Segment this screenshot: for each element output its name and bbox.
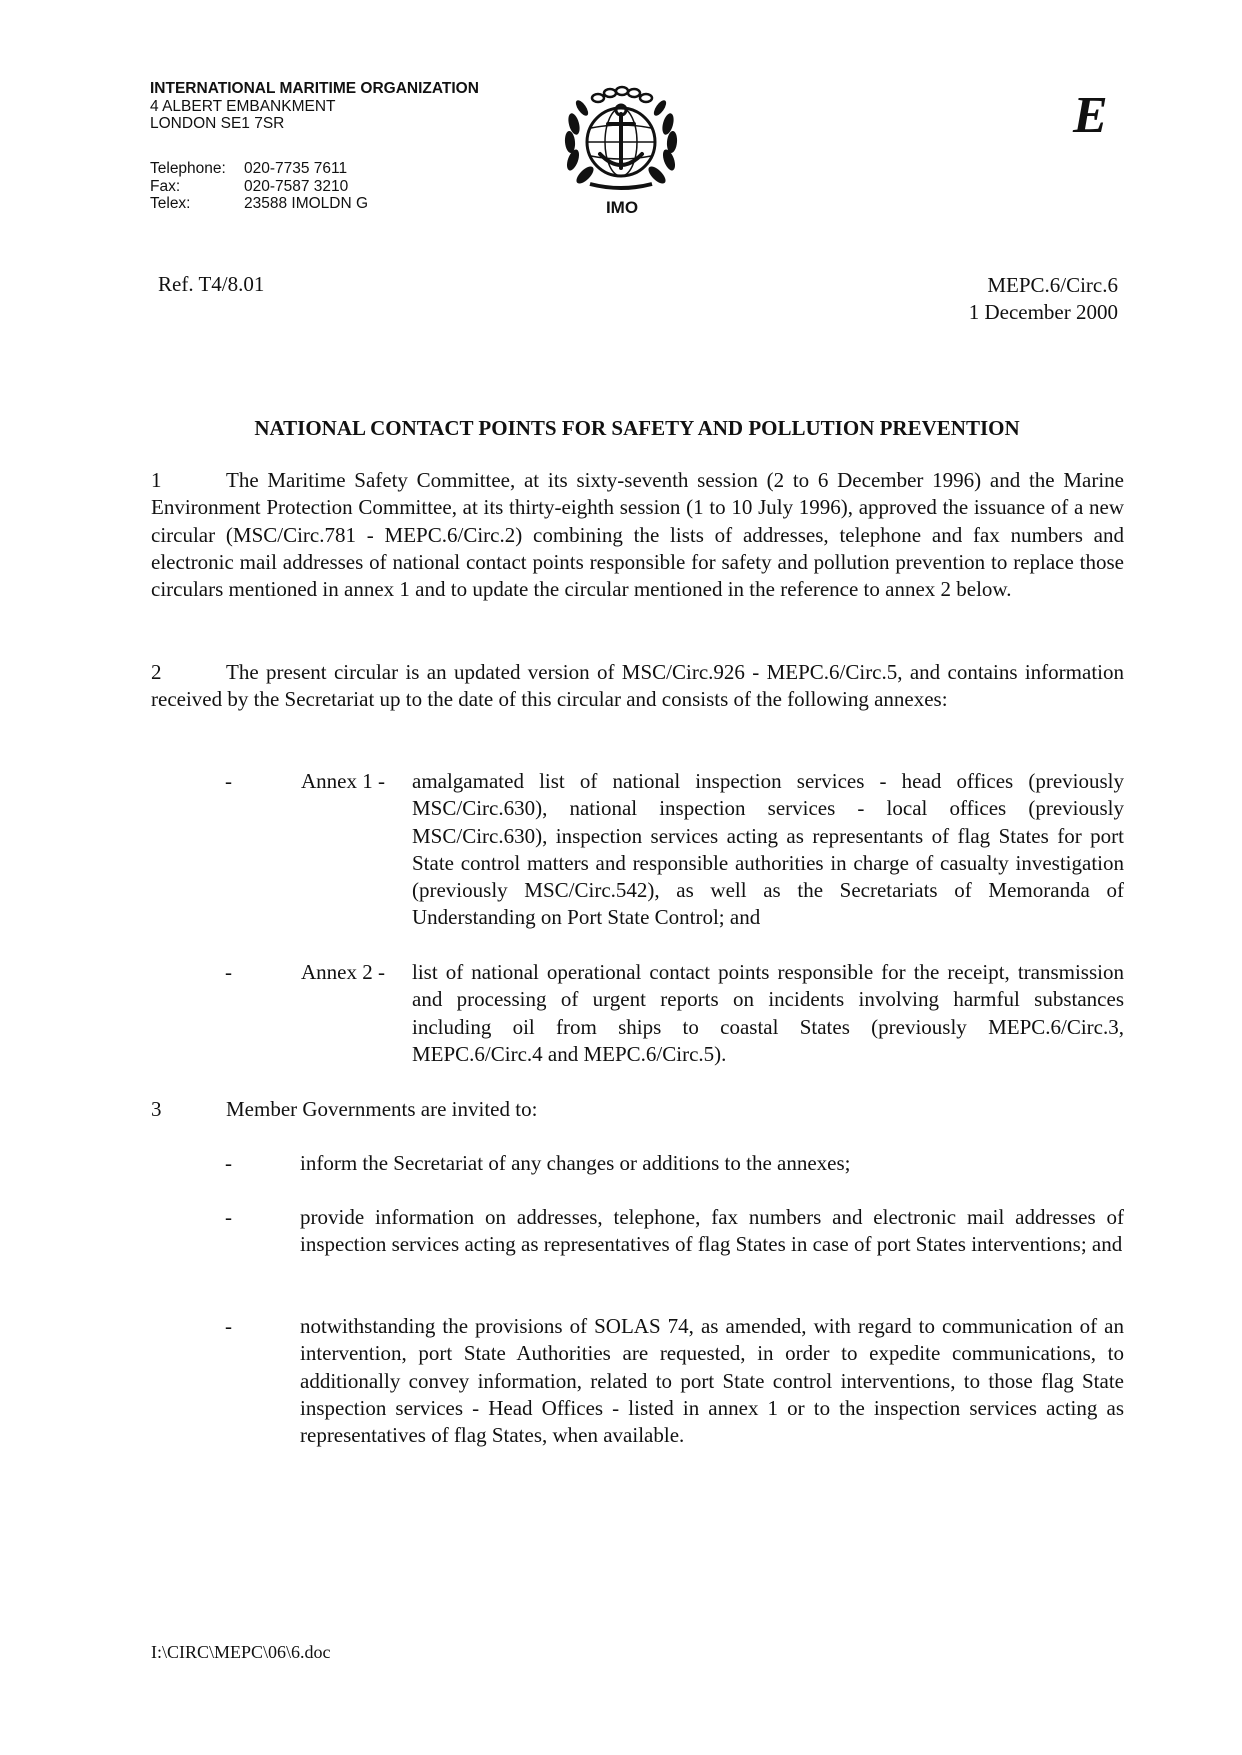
invitation-text: inform the Secretariat of any changes or additions to the annexes; (300, 1151, 851, 1175)
reference-number: Ref. T4/8.01 (158, 272, 265, 296)
paragraph-3 (151, 1096, 1124, 1123)
paragraph-number: 2 (151, 660, 162, 684)
annex-label: Annex 1 - (301, 769, 385, 793)
list-dash: - (225, 1205, 232, 1229)
invitation-item-3 (225, 1313, 1124, 1449)
contact-value: 020-7735 7611 (244, 160, 348, 177)
annex-item-1 (225, 768, 1124, 932)
logo-caption: IMO (605, 198, 639, 217)
invitation-item-2 (225, 1204, 1124, 1259)
paragraph-text: Member Governments are invited to: (226, 1097, 538, 1121)
contact-value: 020-7587 3210 (244, 177, 349, 195)
contact-row-fax (150, 178, 368, 196)
paragraph-number: 1 (151, 468, 162, 492)
annex-text: amalgamated list of national inspection services - head offices (previously MSC/Circ.630), national inspection services - local offices (previously MSC/Circ.630), inspection services acting as representants of flag States for port State control matters and responsible authorities in charge of casualty investigation (previously MSC/Circ.542), as well as the Secretariats of Memoranda of Understanding on Port State Control; and (412, 769, 1124, 930)
invitation-item-1 (225, 1150, 1124, 1177)
contact-label: Telephone: (150, 160, 226, 177)
paragraph-text: The Maritime Safety Committee, at its sixty-seventh session (2 to 6 December 1996) and the Marine Environment Protection Committee, at its thirty-eighth session (1 to 10 July 1996), approved the issuance of a new circular (MSC/Circ.781 - MEPC.6/Circ.2) combining the lists of addresses, telephone and fax numbers and electronic mail addresses of national contact points responsible for safety and pollution prevention to replace those circulars mentioned in annex 1 and to update the circular mentioned in the reference to annex 2 below. (151, 468, 1124, 602)
list-dash: - (225, 1151, 232, 1175)
organization-address (150, 80, 479, 133)
address-line: 4 ALBERT EMBANKMENT (150, 97, 336, 115)
annex-item-2 (225, 959, 1124, 1068)
document-title: NATIONAL CONTACT POINTS FOR SAFETY AND POLLUTION PREVENTION (254, 416, 1020, 440)
imo-emblem-icon (560, 84, 682, 194)
contact-label: Telex: (150, 195, 191, 212)
language-indicator: E (1073, 87, 1108, 144)
annex-text: list of national operational contact points responsible for the receipt, transmission and processing of urgent reports on incidents involving harmful substances including oil from ships to coastal States (previously MEPC.6/Circ.3, MEPC.6/Circ.4 and MEPC.6/Circ.5). (412, 960, 1124, 1066)
annex-label: Annex 2 - (301, 960, 385, 984)
paragraph-2 (151, 659, 1124, 714)
paragraph-1 (151, 467, 1124, 603)
contact-row-telex (150, 195, 368, 213)
document-date: 1 December 2000 (968, 300, 1118, 324)
paragraph-number: 3 (151, 1097, 162, 1121)
document-symbol: MEPC.6/Circ.6 (987, 273, 1118, 297)
list-dash: - (225, 960, 232, 984)
paragraph-text: The present circular is an updated version of MSC/Circ.926 - MEPC.6/Circ.5, and contains information received by the Secretariat up to the date of this circular and consists of the following annexes: (151, 660, 1124, 712)
organization-name: INTERNATIONAL MARITIME ORGANIZATION (150, 80, 479, 97)
invitation-text: notwithstanding the provisions of SOLAS 74, as amended, with regard to communication of an intervention, port State Authorities are requested, in order to expedite communications, to additionally convey information, related to port State control interventions, to those flag State inspection services - Head Offices - listed in annex 1 or to the inspection services acting as representatives of flag States, when available. (300, 1314, 1124, 1448)
contact-value: 23588 IMOLDN G (244, 195, 369, 212)
document-reference (969, 272, 1118, 326)
list-dash: - (225, 1314, 232, 1338)
contact-label: Fax: (150, 177, 181, 195)
file-path-footer: I:\CIRC\MEPC\06\6.doc (151, 1642, 331, 1662)
contact-row-telephone (150, 160, 368, 178)
address-line: LONDON SE1 7SR (150, 115, 285, 132)
invitation-text: provide information on addresses, telephone, fax numbers and electronic mail addresses of inspection services acting as representatives of flag States in case of port States interventions; and (300, 1205, 1124, 1257)
list-dash: - (225, 769, 232, 793)
contact-details (150, 160, 368, 213)
